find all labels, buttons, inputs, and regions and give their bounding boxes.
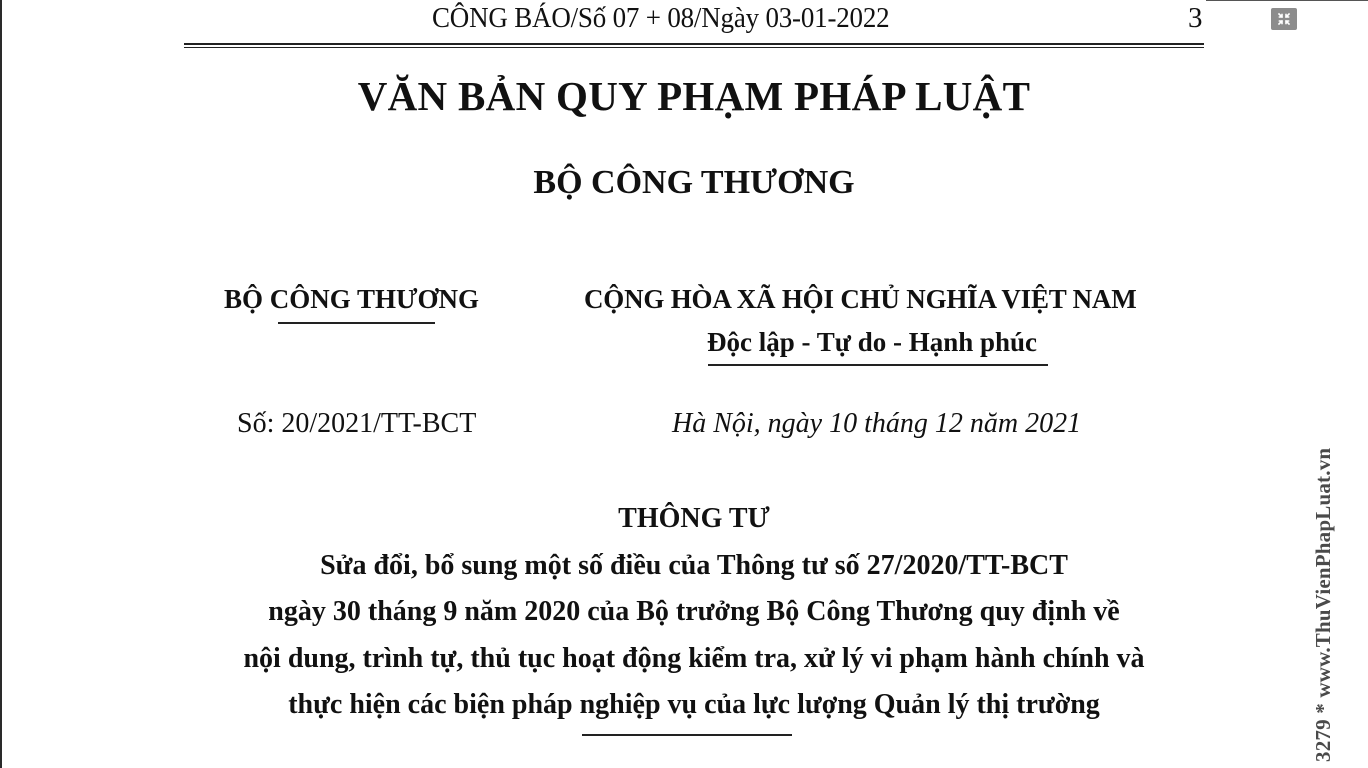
viewer-top-edge: [1206, 0, 1368, 1]
subject-line: nội dung, trình tự, thủ tục hoạt động kiểm tra, xử lý vi phạm hành chính và: [243, 643, 1145, 674]
header-rule-thick: [184, 43, 1204, 45]
issuer-underline: [278, 322, 435, 324]
national-motto: Độc lập - Tự do - Hạnh phúc: [707, 327, 1038, 357]
watermark: 3279 * www.ThuVienPhapLuat.vn: [1311, 447, 1335, 762]
ministry-heading: BỘ CÔNG THƯƠNG: [533, 164, 855, 201]
document-number: Số: 20/2021/TT-BCT: [237, 408, 477, 439]
place-date: Hà Nội, ngày 10 tháng 12 năm 2021: [672, 408, 1082, 439]
country-name: CỘNG HÒA XÃ HỘI CHỦ NGHĨA VIỆT NAM: [584, 284, 1137, 314]
motto-underline: [708, 364, 1048, 366]
subject-line: Sửa đổi, bổ sung một số điều của Thông tư số 27/2020/TT-BCT: [320, 550, 1068, 581]
issuer-name: BỘ CÔNG THƯƠNG: [224, 284, 480, 314]
subject-line: ngày 30 tháng 9 năm 2020 của Bộ trưởng Bộ Công Thương quy định về: [268, 596, 1120, 627]
gazette-header: CÔNG BÁO/Số 07 + 08/Ngày 03-01-2022: [432, 2, 890, 34]
page-number: 3: [1188, 2, 1203, 34]
collapse-button[interactable]: [1271, 8, 1297, 30]
collapse-icon: [1271, 8, 1297, 30]
subject-underline: [582, 734, 792, 736]
page-left-border: [0, 0, 2, 768]
subject-line: thực hiện các biện pháp nghiệp vụ của lực lượng Quản lý thị trường: [288, 689, 1100, 720]
section-title: VĂN BẢN QUY PHẠM PHÁP LUẬT: [357, 73, 1031, 119]
header-rule-thin: [184, 47, 1204, 48]
document-type: THÔNG TƯ: [618, 503, 770, 534]
